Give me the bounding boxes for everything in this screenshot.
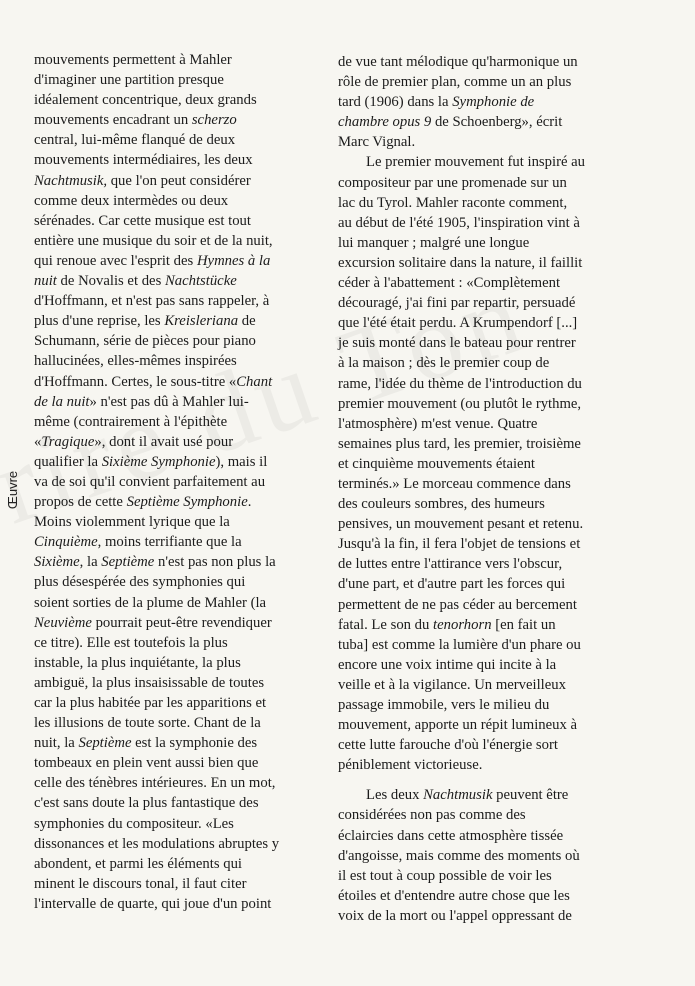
side-label: Œuvre xyxy=(5,470,20,510)
italic-text: Cinquième xyxy=(34,534,98,551)
text-line: lac du Tyrol. Mahler raconte comment, xyxy=(338,194,568,211)
italic-text: Sixième Symphonie xyxy=(101,453,216,470)
italic-text: Sixième xyxy=(34,554,80,571)
text-line: Schumann, série de pièces pour piano xyxy=(34,333,256,350)
text-line: idéalement concentrique, deux grands xyxy=(34,92,257,109)
text-line: découragé, j'ai fini par repartir, persuadé xyxy=(338,295,576,312)
italic-text: Septième xyxy=(101,554,155,571)
text-line: propos de cette Septième Symphonie. xyxy=(34,494,252,511)
text-line: qualifier la Sixième Symphonie), mais il xyxy=(34,453,268,470)
text-line: va de soi qu'il convient parfaitement au xyxy=(34,473,266,490)
italic-text: Nachtmusik, xyxy=(34,172,108,189)
text-line: symphonies du compositeur. «Les xyxy=(34,815,234,832)
text-line: c'est sans doute la plus fantastique des xyxy=(34,795,259,812)
text-line: plus désespérée des symphonies qui xyxy=(34,574,246,591)
italic-text: tenorhorn xyxy=(433,616,492,633)
italic-text: Symphonie de xyxy=(452,94,535,111)
italic-text: Septième Symphonie xyxy=(126,494,248,511)
text-line: terminés.» Le morceau commence dans xyxy=(338,475,571,492)
text-line: tombeaux en plein vent aussi bien que xyxy=(34,755,259,772)
text-line: tuba] est comme la lumière d'un phare ou xyxy=(338,636,581,653)
text-line: fatal. Le son du tenorhorn [en fait un xyxy=(338,616,556,633)
italic-text: de la nuit xyxy=(34,393,90,410)
text-line: tard (1906) dans la Symphonie de xyxy=(338,94,535,111)
text-line: nuit, la Septième est la symphonie des xyxy=(34,735,258,752)
text-line: encore une voix intime qui incite à la xyxy=(338,656,557,673)
text-line: il est tout à coup possible de voir les xyxy=(338,867,552,884)
text-line: à la maison ; dès le premier coup de xyxy=(338,355,550,372)
text-line: car la plus habitée par les apparitions et xyxy=(34,695,267,711)
text-line: même (contrairement à l'épithète xyxy=(34,413,228,430)
left-column xyxy=(34,50,332,914)
text-line: instable, la plus inquiétante, la plus xyxy=(34,654,241,671)
text-line: comme deux intermèdes ou deux xyxy=(34,192,229,209)
text-line: Le premier mouvement fut inspiré au xyxy=(366,154,586,171)
text-line: passage immobile, vers le milieu du xyxy=(338,697,550,713)
text-line: compositeur par une promenade sur un xyxy=(338,174,567,191)
text-line: Cinquième, moins terrifiante que la xyxy=(34,534,242,551)
text-line: sérénades. Car cette musique est tout xyxy=(34,212,251,229)
italic-text: chambre opus 9 xyxy=(338,114,432,131)
text-line: voix de la mort ou l'appel oppressant de xyxy=(338,907,572,924)
text-line: céder à l'abattement : «Complètement xyxy=(338,275,561,292)
italic-text: nuit xyxy=(34,273,57,290)
text-line: ce titre). Elle est toutefois la plus xyxy=(34,634,228,651)
text-line: cette lutte farouche d'où l'énergie sort xyxy=(338,737,558,754)
italic-text: Septième xyxy=(78,735,132,752)
text-line: d'angoisse, mais comme des moments où xyxy=(338,847,580,864)
text-line: mouvements encadrant un scherzo xyxy=(34,112,237,129)
text-line: «Tragique», dont il avait usé pour xyxy=(34,433,234,450)
text-line: rame, l'idée du thème de l'introduction du xyxy=(338,375,582,392)
right-column xyxy=(338,52,638,926)
text-line: au début de l'été 1905, l'inspiration vint à xyxy=(338,214,580,231)
text-line: étoiles et d'entendre autre chose que les xyxy=(338,887,570,904)
text-line: minent le discours tonal, il faut citer xyxy=(34,875,247,892)
italic-text: Neuvième xyxy=(34,614,92,631)
text-line: plus d'une reprise, les Kreisleriana de xyxy=(34,313,256,330)
text-line: excursion solitaire dans la nature, il faillit xyxy=(338,254,583,271)
text-line: Sixième, la Septième n'est pas non plus la xyxy=(34,554,276,571)
text-line: péniblement victorieuse. xyxy=(338,757,483,774)
text-line: les illusions de toute sorte. Chant de la xyxy=(34,715,261,732)
text-line: des couleurs sombres, des humeurs xyxy=(338,496,545,513)
text-line: je suis monté dans le bateau pour rentrer xyxy=(338,335,576,352)
text-line: éclaircies dans cette atmosphère tissée xyxy=(338,827,564,844)
text-line: ambiguë, la plus insaisissable de toutes xyxy=(34,674,265,691)
text-line: l'intervalle de quarte, qui joue d'un point xyxy=(34,895,272,912)
text-line: Jusqu'à la fin, il fera l'objet de tensions et xyxy=(338,536,581,553)
text-line: Nachtmusik, que l'on peut considérer xyxy=(34,172,251,189)
italic-text: Nachtmusik xyxy=(423,787,493,804)
text-line: Les deux Nachtmusik peuvent être xyxy=(366,787,569,804)
text-line: que l'été était perdu. A Krumpendorf [...] xyxy=(338,315,578,332)
italic-text: Kreisleriana xyxy=(164,313,239,330)
text-line: soient sorties de la plume de Mahler (la xyxy=(34,594,267,611)
text-line: lui manquer ; malgré une longue xyxy=(338,234,530,251)
text-line: mouvements intermédiaires, les deux xyxy=(34,152,253,169)
text-line: semaines plus tard, les premier, troisième xyxy=(338,435,581,452)
text-line: d'une part, et d'autre part les forces qui xyxy=(338,576,566,593)
text-line: mouvement, apporte un répit lumineux à xyxy=(338,717,578,734)
italic-text: Tragique xyxy=(41,433,95,450)
text-line: central, lui-même flanqué de deux xyxy=(34,132,236,149)
text-line: abondent, et parmi les éléments qui xyxy=(34,855,243,872)
italic-text: Hymnes à la xyxy=(196,252,271,269)
text-line: Moins violemment lyrique que la xyxy=(34,514,230,531)
italic-text: scherzo xyxy=(191,112,237,129)
paragraph-gap xyxy=(338,775,638,785)
text-line: celle des ténèbres intérieures. En un mot, xyxy=(34,775,276,792)
text-line: veille et à la vigilance. Un merveilleux xyxy=(338,676,566,693)
text-line: de la nuit» n'est pas dû à Mahler lui- xyxy=(34,393,249,410)
text-line: entière une musique du soir et de la nuit, xyxy=(34,232,273,249)
italic-text: Chant xyxy=(236,373,273,390)
text-line: d'imaginer une partition presque xyxy=(34,72,224,89)
text-line: chambre opus 9 de Schoenberg», écrit xyxy=(338,114,563,131)
text-line: de luttes entre l'attirance vers l'obscur, xyxy=(338,556,563,573)
text-line: d'Hoffmann. Certes, le sous-titre «Chant xyxy=(34,373,273,390)
text-line: de vue tant mélodique qu'harmonique un xyxy=(338,54,578,70)
text-line: pensives, un mouvement pesant et retenu. xyxy=(338,516,584,533)
text-line: mouvements permettent à Mahler xyxy=(34,52,232,68)
text-line: permettent de ne pas céder au bercement xyxy=(338,596,577,613)
text-line: Neuvième pourrait peut-être revendiquer xyxy=(34,614,272,631)
text-line: hallucinées, elles-mêmes inspirées xyxy=(34,353,237,370)
text-line: Marc Vignal. xyxy=(338,134,416,151)
text-line: et cinquième mouvements étaient xyxy=(338,455,535,472)
text-line: dissonances et les modulations abruptes y xyxy=(34,835,280,852)
text-line: premier mouvement (ou plutôt le rythme, xyxy=(338,395,582,412)
text-line: d'Hoffmann, et n'est pas sans rappeler, à xyxy=(34,293,270,310)
text-line: qui renoue avec l'esprit des Hymnes à la xyxy=(34,252,271,269)
italic-text: Nachtstücke xyxy=(164,273,237,290)
text-line: rôle de premier plan, comme un an plus xyxy=(338,74,572,91)
text-line: nuit de Novalis et des Nachtstücke xyxy=(34,273,237,290)
text-line: l'atmosphère) m'est venue. Quatre xyxy=(338,415,538,432)
text-line: considérées non pas comme des xyxy=(338,807,526,824)
